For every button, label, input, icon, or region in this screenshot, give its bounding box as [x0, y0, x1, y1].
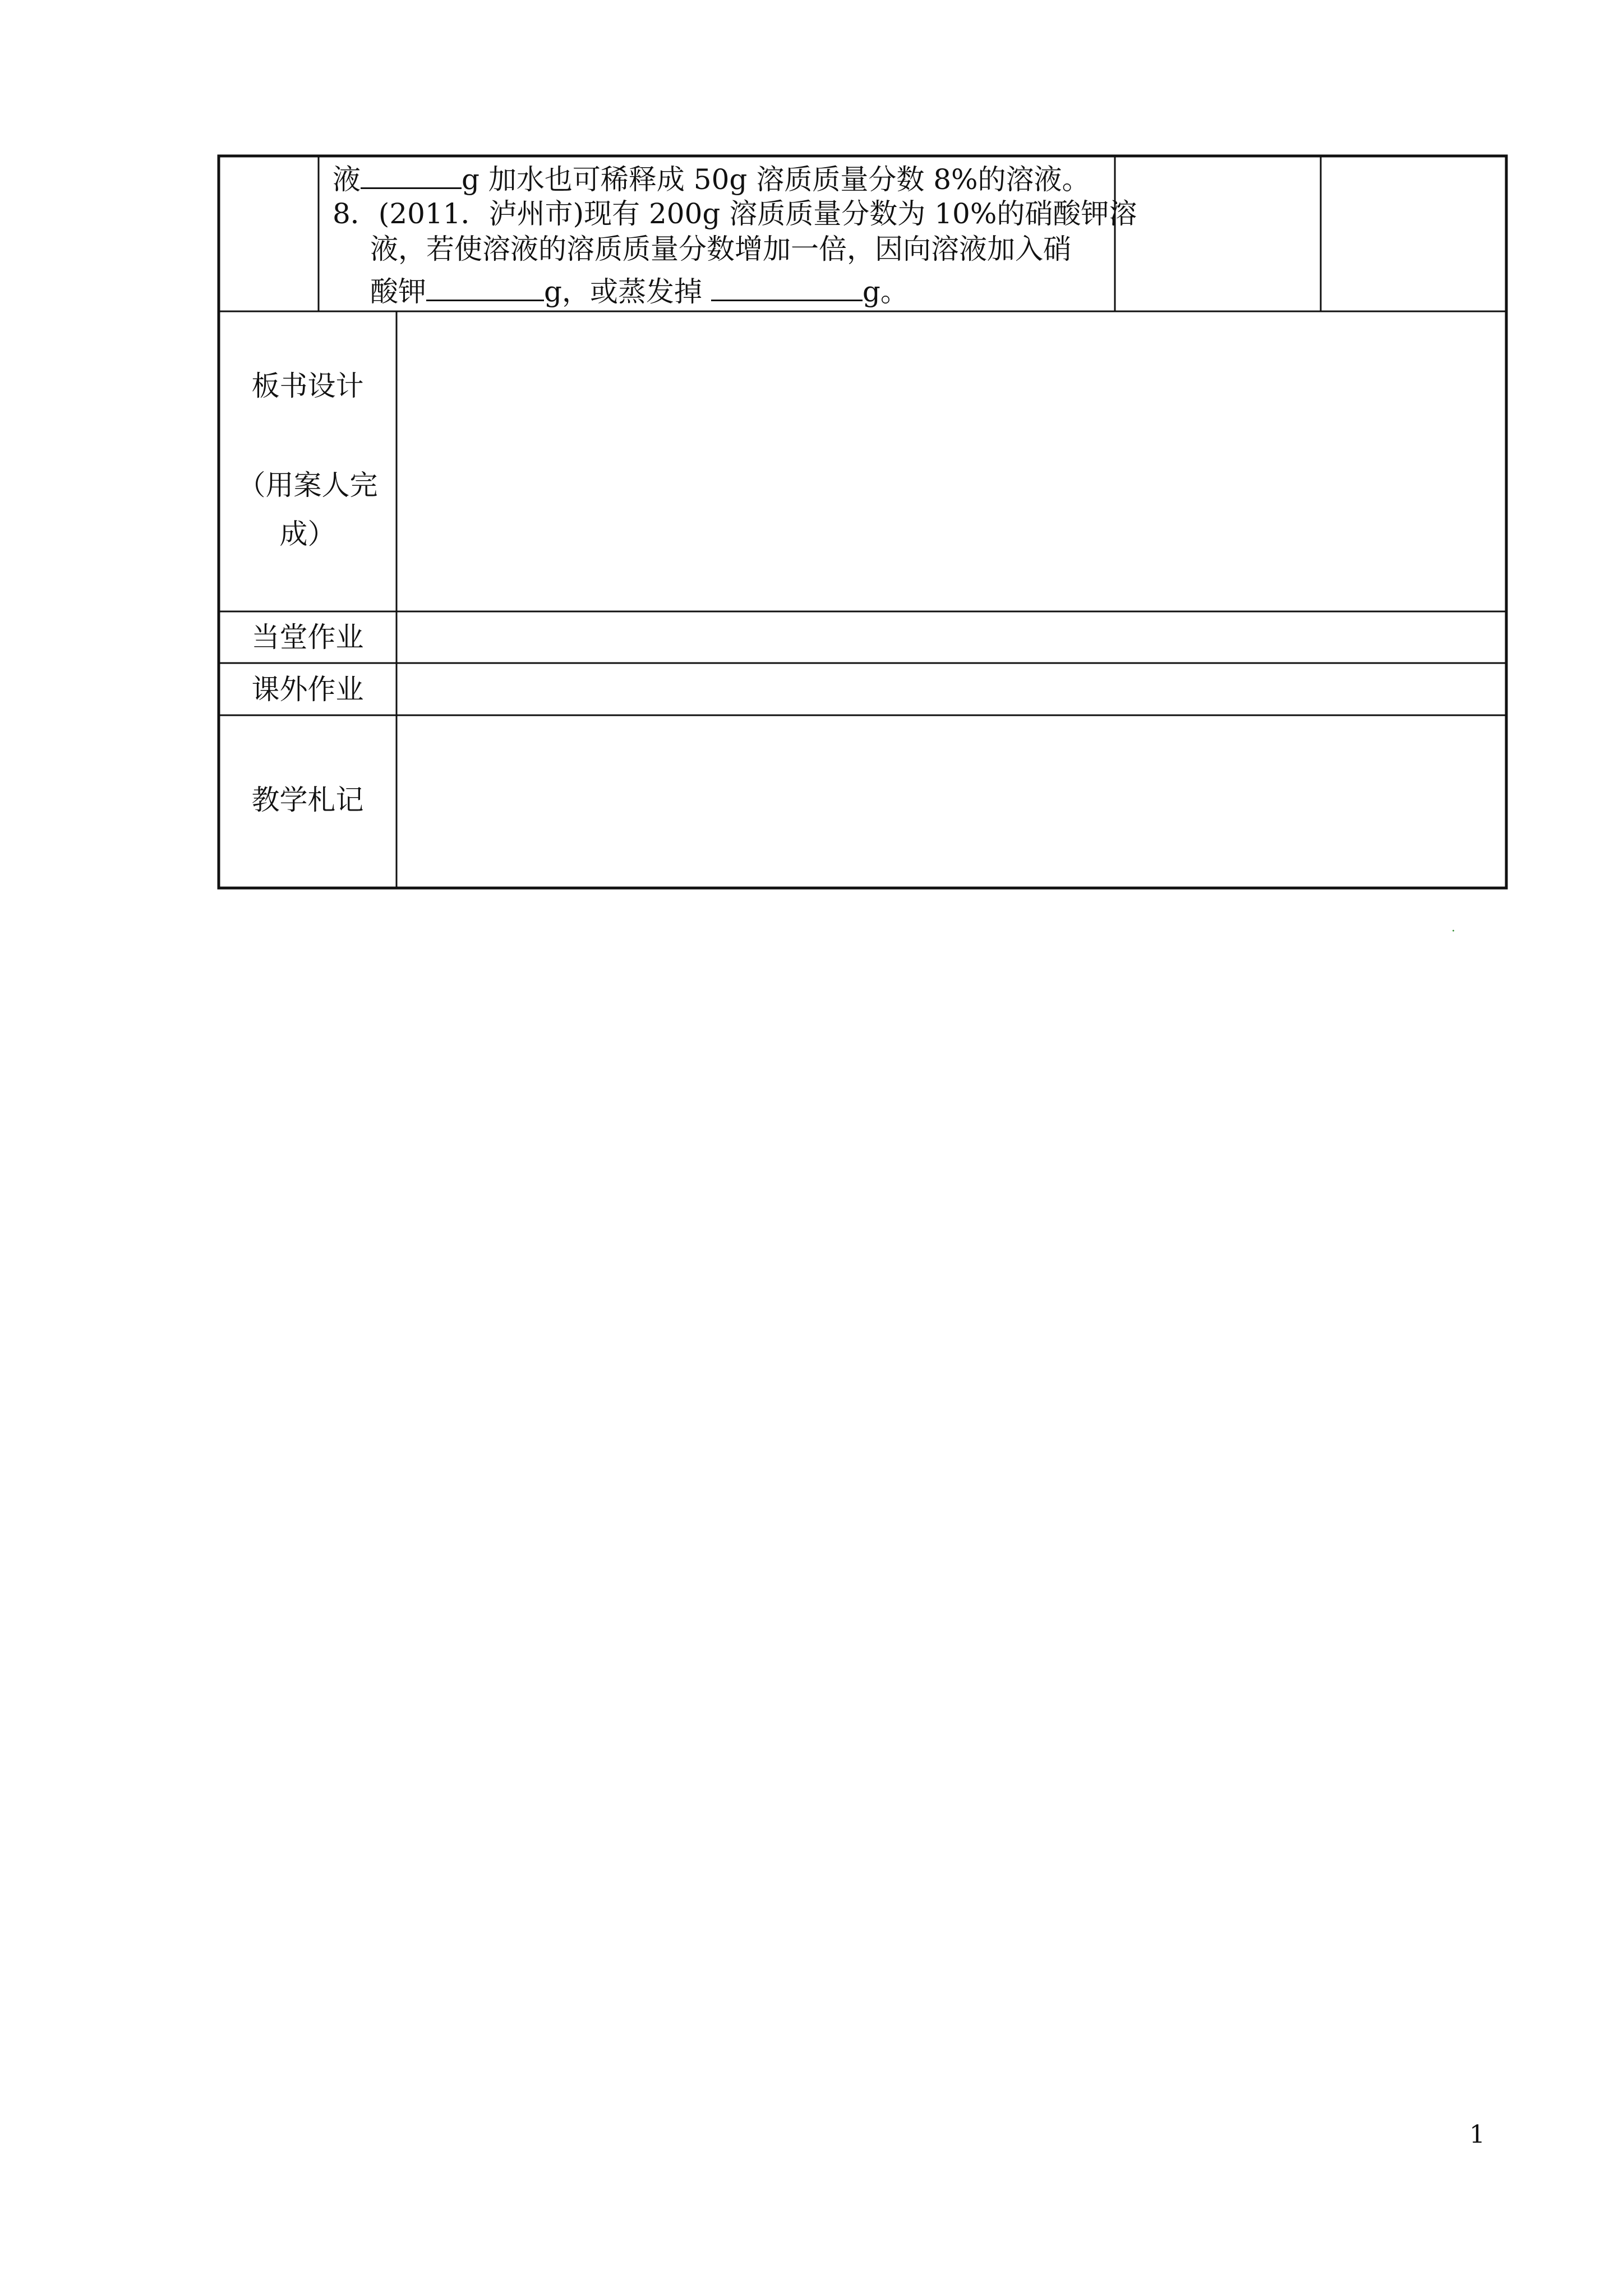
- question-8-line-3-mid: g，或蒸发掉: [544, 275, 711, 308]
- answer-blank-2: [426, 274, 544, 301]
- teaching-notes-label: 教学札记: [251, 784, 364, 816]
- question-8-line-3-prefix: 酸钾: [370, 275, 426, 308]
- board-design-note-line-1: （用案人完: [237, 469, 378, 501]
- small-mark: ·: [1451, 924, 1455, 938]
- question-8-line-1: 8．(2011．泸州市)现有 200g 溶质质量分数为 10%的硝酸钾溶: [333, 197, 1137, 230]
- problem-line-1: [333, 162, 1090, 196]
- page-number: 1: [1469, 2120, 1485, 2149]
- classwork-label: 当堂作业: [251, 621, 364, 654]
- problem-line-1-suffix: g 加水也可稀释成 50g 溶质质量分数 8%的溶液。: [462, 163, 1090, 196]
- problem-line-1-prefix: 液: [333, 163, 361, 196]
- board-design-note-line-2: 成）: [279, 518, 336, 550]
- answer-blank-3: [711, 274, 863, 301]
- answer-blank-1: [361, 162, 462, 189]
- question-8-line-3-suffix: g。: [862, 275, 909, 308]
- homework-label: 课外作业: [251, 673, 364, 706]
- question-8-line-2: 液，若使溶液的溶质质量分数增加一倍，因向溶液加入硝: [370, 233, 1071, 265]
- board-design-label: 板书设计: [251, 370, 364, 402]
- question-8-line-3: [370, 274, 909, 309]
